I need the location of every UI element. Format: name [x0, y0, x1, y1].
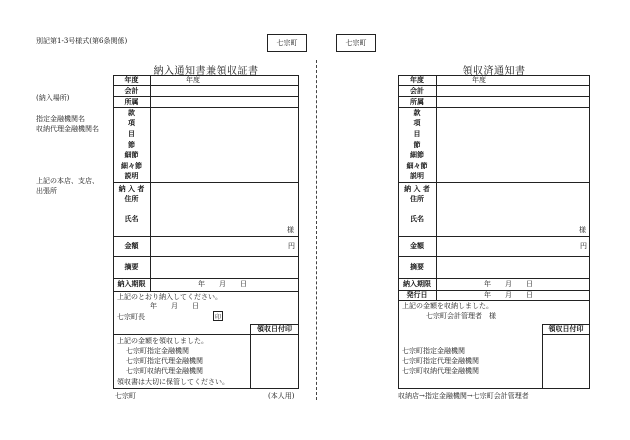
left-keep-note: 領収書は大切に保管してください。	[117, 378, 229, 386]
right-stamp-label: 領収日付印	[548, 325, 584, 333]
right-manager: 七宗町会計管理者 様	[426, 312, 496, 320]
right-label-moku: 目	[413, 130, 421, 138]
right-label-tekiyo: 摘要	[410, 263, 424, 271]
left-label-tekiyo: 摘要	[124, 263, 139, 271]
town-stamp-right: 七宗町	[336, 34, 376, 52]
town-stamp-left: 七宗町	[267, 34, 307, 52]
right-label-nounyusha: 納 入 者	[404, 185, 430, 193]
right-hakko-date: 年 月 日	[484, 291, 533, 299]
left-label-kigen: 納入期限	[117, 280, 146, 288]
right-label-kingaku: 金額	[410, 242, 424, 250]
right-title: 領収済通知書	[462, 66, 526, 77]
side-label-bank1: 指定金融機関名	[36, 115, 85, 123]
left-stamp-label: 領収日付印	[257, 325, 292, 333]
right-label-kan: 款	[413, 109, 421, 117]
right-received: 上記の金額を収納しました。	[402, 302, 493, 310]
right-sama: 様	[579, 226, 586, 234]
right-yen: 円	[580, 242, 587, 250]
right-label-kou: 項	[413, 119, 421, 127]
left-footer-town: 七宗町	[115, 392, 136, 400]
left-bank-2: 七宗町収納代理金融機関	[126, 367, 203, 375]
right-bank-1: 七宗町指定代理金融機関	[402, 357, 479, 365]
left-label-moku: 目	[128, 130, 135, 138]
right-label-shozoku: 所属	[410, 98, 424, 106]
right-label-kigen: 納入期限	[403, 280, 431, 288]
left-nendo-value: 年度	[186, 76, 200, 84]
left-label-kingaku: 金額	[124, 242, 139, 250]
side-label-place: (納入場所)	[36, 94, 70, 102]
right-kigen-date: 年 月 日	[484, 280, 533, 288]
right-nendo-value: 年度	[472, 76, 486, 84]
left-label-saisetsu: 細節	[124, 151, 139, 159]
right-label-saisaisetsu: 細々節	[406, 162, 428, 170]
left-yen: 円	[288, 242, 295, 250]
right-label-saisetsu: 細節	[410, 151, 424, 159]
right-label-setsumei: 説明	[410, 172, 424, 180]
left-kigen-date: 年 月 日	[198, 280, 247, 288]
right-routing: 収納店→指定金融機関→七宗町会計管理者	[398, 392, 529, 400]
left-label-saisaisetsu: 細々節	[121, 162, 142, 170]
left-sama: 様	[287, 226, 294, 234]
left-label-setsumei: 説明	[124, 172, 139, 180]
left-label-jusho: 住所	[124, 195, 139, 203]
left-bank-0: 七宗町指定金融機関	[126, 347, 189, 355]
left-label-setsu: 節	[128, 141, 135, 149]
side-label-bank2: 収納代理金融機関名	[36, 125, 99, 133]
left-received: 上記の金額を領収しました。	[117, 337, 208, 345]
cut-line	[316, 60, 317, 400]
left-label-shimei: 氏名	[124, 215, 139, 223]
left-seal: 印	[213, 311, 223, 321]
left-label-kaikei: 会計	[124, 87, 139, 95]
right-label-jusho: 住所	[410, 195, 424, 203]
left-label-kan: 款	[128, 109, 135, 117]
side-label-branch1: 上記の本店、支店、	[36, 177, 99, 185]
left-notice-date: 年 月 日	[150, 302, 199, 310]
left-notice: 上記のとおり納入してください。	[117, 293, 222, 301]
left-title: 納入通知書兼領収証書	[153, 66, 259, 77]
left-footer-copy: (本人用)	[268, 392, 295, 400]
right-label-shimei: 氏名	[410, 215, 424, 223]
right-label-nendo: 年度	[410, 76, 424, 84]
left-label-nendo: 年度	[124, 76, 139, 84]
form-number: 別記第1-3号様式(第6条関係)	[36, 37, 128, 45]
right-bank-2: 七宗町収納代理金融機関	[402, 367, 479, 375]
side-label-branch2: 出張所	[36, 187, 57, 195]
left-label-shozoku: 所属	[124, 98, 139, 106]
right-bank-0: 七宗町指定金融機関	[402, 347, 465, 355]
left-mayor: 七宗町長	[117, 313, 145, 321]
right-label-setsu: 節	[413, 141, 421, 149]
left-label-nounyusha: 納 入 者	[118, 185, 145, 193]
right-label-kaikei: 会計	[410, 87, 424, 95]
left-label-kou: 項	[128, 119, 135, 127]
right-label-hakko: 発行日	[406, 291, 428, 299]
left-bank-1: 七宗町指定代理金融機関	[126, 357, 203, 365]
